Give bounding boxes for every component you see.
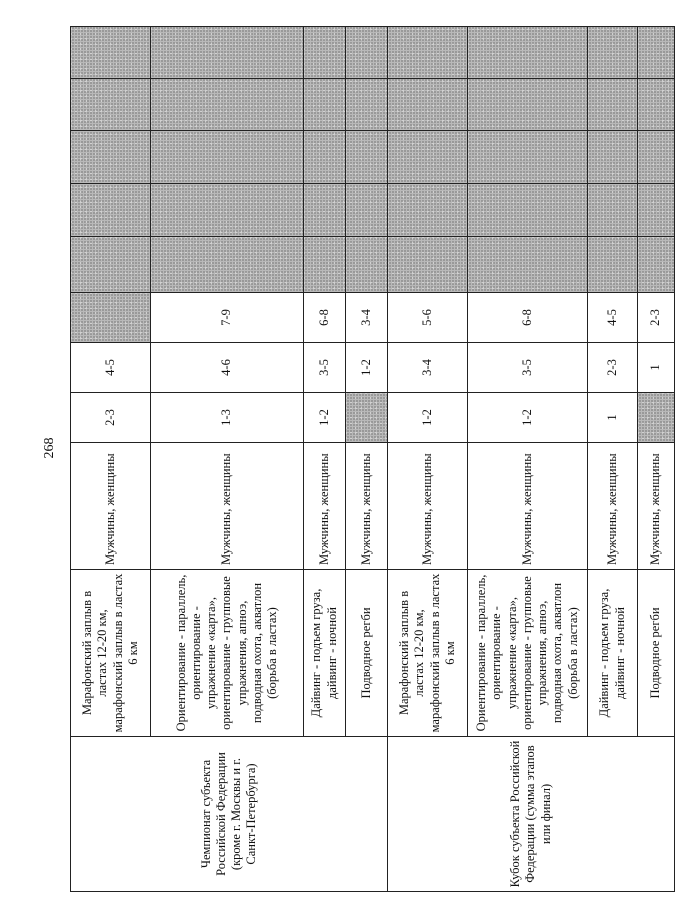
discipline-cell: Марафонский заплыв в ластах 12-20 км, марафонский заплыв в ластах 6 км <box>388 570 468 737</box>
place-cell <box>638 237 675 293</box>
discipline-cell: Ориентирование - параллель, ориентирование - упражнение «карта», ориентирование - групповые упражнения, апноэ, подводная охота, акватлон (борьба в ластах) <box>151 570 304 737</box>
discipline-cell: Марафонский заплыв в ластах 12-20 км, марафонский заплыв в ластах 6 км <box>71 570 151 737</box>
category-cell: Мужчины, женщины <box>304 443 346 570</box>
discipline-cell: Подводное регби <box>638 570 675 737</box>
place-cell: 1-3 <box>151 393 304 443</box>
place-cell: 6-8 <box>468 293 588 343</box>
place-cell: 1 <box>588 393 638 443</box>
place-cell <box>304 184 346 237</box>
category-cell: Мужчины, женщины <box>151 443 304 570</box>
place-cell: 1-2 <box>304 393 346 443</box>
place-cell <box>388 131 468 184</box>
place-cell <box>151 79 304 131</box>
place-cell: 4-5 <box>588 293 638 343</box>
place-cell <box>71 131 151 184</box>
place-cell <box>388 184 468 237</box>
category-cell: Мужчины, женщины <box>71 443 151 570</box>
category-cell: Мужчины, женщины <box>346 443 388 570</box>
discipline-cell: Подводное регби <box>346 570 388 737</box>
place-cell <box>71 184 151 237</box>
discipline-cell: Дайвинг - подъем груза, дайвинг - ночной <box>304 570 346 737</box>
place-cell: 3-4 <box>346 293 388 343</box>
category-cell: Мужчины, женщины <box>638 443 675 570</box>
discipline-cell: Ориентирование - параллель, ориентирование - упражнение «карта», ориентирование - групповые упражнения, апноэ, подводная охота, акватлон (борьба в ластах) <box>468 570 588 737</box>
rotated-table-sheet <box>70 27 663 892</box>
place-cell <box>588 79 638 131</box>
place-cell <box>388 237 468 293</box>
place-cell: 3-5 <box>304 343 346 393</box>
place-cell <box>304 131 346 184</box>
place-cell <box>304 237 346 293</box>
place-cell <box>304 79 346 131</box>
place-cell <box>71 293 151 343</box>
place-cell <box>346 27 388 79</box>
place-cell <box>468 79 588 131</box>
place-cell <box>468 237 588 293</box>
table-row <box>388 27 468 892</box>
table-row <box>71 27 151 892</box>
place-cell <box>388 27 468 79</box>
page-number: 268 <box>42 437 57 459</box>
place-cell <box>346 393 388 443</box>
place-cell: 2-3 <box>588 343 638 393</box>
discipline-cell: Дайвинг - подъем груза, дайвинг - ночной <box>588 570 638 737</box>
place-cell: 1-2 <box>388 393 468 443</box>
place-cell: 4-6 <box>151 343 304 393</box>
place-cell <box>151 184 304 237</box>
place-cell: 7-9 <box>151 293 304 343</box>
place-cell <box>71 237 151 293</box>
place-cell: 2-3 <box>638 293 675 343</box>
place-cell: 3-5 <box>468 343 588 393</box>
place-cell <box>468 184 588 237</box>
category-cell: Мужчины, женщины <box>588 443 638 570</box>
competition-cell: Чемпионат субъекта Российской Федерации (кроме г. Москвы и г. Санкт-Петербурга) <box>71 737 388 892</box>
place-cell: 5-6 <box>388 293 468 343</box>
place-cell <box>346 131 388 184</box>
place-cell <box>71 27 151 79</box>
place-cell <box>71 79 151 131</box>
place-cell <box>638 79 675 131</box>
place-cell <box>588 27 638 79</box>
category-cell: Мужчины, женщины <box>388 443 468 570</box>
place-cell <box>588 184 638 237</box>
place-cell <box>388 79 468 131</box>
place-cell: 1 <box>638 343 675 393</box>
place-cell <box>346 79 388 131</box>
competition-cell: Кубок субъекта Российской Федерации (сумма этапов или финал) <box>388 737 675 892</box>
place-cell <box>151 237 304 293</box>
place-cell <box>638 393 675 443</box>
place-cell: 1-2 <box>468 393 588 443</box>
place-cell: 4-5 <box>71 343 151 393</box>
place-cell <box>638 131 675 184</box>
place-cell <box>588 131 638 184</box>
place-cell <box>151 27 304 79</box>
place-cell: 6-8 <box>304 293 346 343</box>
place-cell <box>151 131 304 184</box>
place-cell <box>346 184 388 237</box>
place-cell: 3-4 <box>388 343 468 393</box>
place-cell <box>638 184 675 237</box>
place-cell: 1-2 <box>346 343 388 393</box>
place-cell <box>468 27 588 79</box>
place-cell <box>588 237 638 293</box>
sport-ranks-table <box>70 26 675 892</box>
place-cell <box>638 27 675 79</box>
category-cell: Мужчины, женщины <box>468 443 588 570</box>
place-cell: 2-3 <box>71 393 151 443</box>
place-cell <box>304 27 346 79</box>
place-cell <box>346 237 388 293</box>
place-cell <box>468 131 588 184</box>
